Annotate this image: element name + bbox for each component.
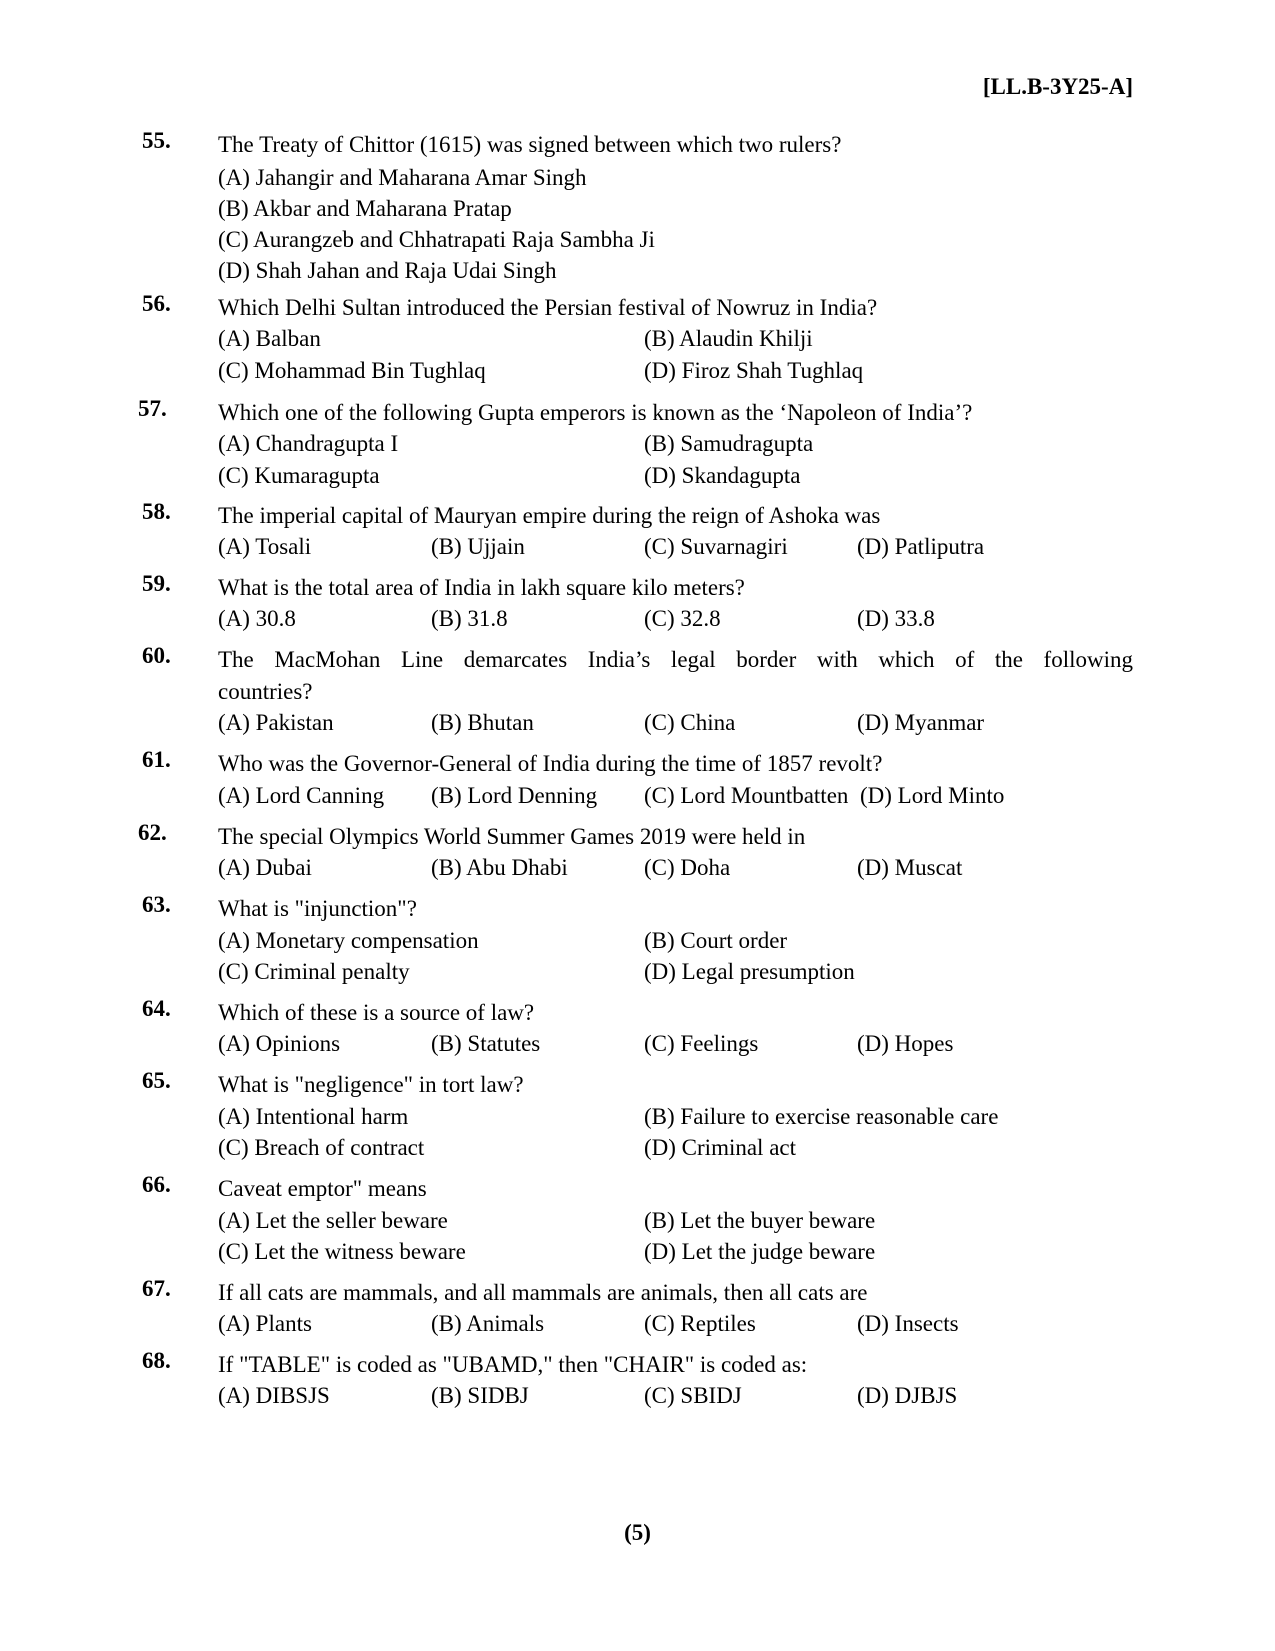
option-d: (D) Muscat (857, 855, 963, 880)
option-a: (A) 30.8 (218, 606, 296, 631)
option-b: (B) Ujjain (431, 534, 525, 559)
option-c: (C) Lord Mountbatten (644, 783, 849, 808)
option-a: (A) Plants (218, 1311, 312, 1336)
option-a: (A) Let the seller beware (218, 1208, 448, 1233)
option-c: (C) Aurangzeb and Chhatrapati Raja Sambha Ji (218, 227, 655, 252)
option-d: (D) Criminal act (644, 1135, 797, 1160)
question-text: What is the total area of India in lakh square kilo meters? (218, 575, 745, 600)
option-d: (D) Insects (857, 1311, 959, 1336)
question-text: Who was the Governor-General of India during the time of 1857 revolt? (218, 751, 883, 776)
option-d: (D) Let the judge beware (644, 1239, 876, 1264)
question-text: Caveat emptor" means (218, 1176, 427, 1201)
option-d: (D) Skandagupta (644, 463, 801, 488)
question-text: Which of these is a source of law? (218, 1000, 535, 1025)
question-text: Which one of the following Gupta emperors is known as the ‘Napoleon of India’? (218, 400, 973, 425)
option-b: (B) Lord Denning (431, 783, 598, 808)
option-a: (A) Pakistan (218, 710, 334, 735)
option-a: (A) Balban (218, 326, 321, 351)
option-d: (D) 33.8 (857, 606, 935, 631)
option-b: (B) Animals (431, 1311, 545, 1336)
option-b: (B) SIDBJ (431, 1383, 529, 1408)
option-d: (D) Lord Minto (860, 783, 1005, 808)
option-d: (D) Hopes (857, 1031, 954, 1056)
option-c: (C) Let the witness beware (218, 1239, 466, 1264)
question-number: 58. (142, 499, 171, 524)
question-text: What is "negligence" in tort law? (218, 1072, 524, 1097)
question-text: What is "injunction"? (218, 896, 417, 921)
option-a: (A) Jahangir and Maharana Amar Singh (218, 165, 587, 190)
option-b: (B) Let the buyer beware (644, 1208, 876, 1233)
option-d: (D) Firoz Shah Tughlaq (644, 358, 864, 383)
option-c: (C) Mohammad Bin Tughlaq (218, 358, 486, 383)
question-number: 67. (142, 1276, 171, 1301)
question-number: 65. (142, 1068, 171, 1093)
question-number: 55. (142, 128, 171, 153)
option-a: (A) Tosali (218, 534, 312, 559)
option-c: (C) Breach of contract (218, 1135, 425, 1160)
option-d: (D) DJBJS (857, 1383, 958, 1408)
option-c: (C) Feelings (644, 1031, 759, 1056)
option-d: (D) Legal presumption (644, 959, 855, 984)
option-c: (C) China (644, 710, 736, 735)
question-text: If "TABLE" is coded as "UBAMD," then "CHAIR" is coded as: (218, 1352, 808, 1377)
option-a: (A) Lord Canning (218, 783, 385, 808)
option-d: (D) Myanmar (857, 710, 985, 735)
question-number: 61. (142, 747, 171, 772)
question-number: 59. (142, 571, 171, 596)
option-a: (A) Intentional harm (218, 1104, 409, 1129)
option-b: (B) Failure to exercise reasonable care (644, 1104, 999, 1129)
option-a: (A) Opinions (218, 1031, 341, 1056)
question-number: 63. (142, 892, 171, 917)
option-a: (A) DIBSJS (218, 1383, 330, 1408)
option-b: (B) Bhutan (431, 710, 534, 735)
question-text: Which Delhi Sultan introduced the Persian festival of Nowruz in India? (218, 295, 878, 320)
option-d: (D) Shah Jahan and Raja Udai Singh (218, 258, 557, 283)
option-c: (C) 32.8 (644, 606, 721, 631)
question-number: 68. (142, 1348, 171, 1373)
exam-code: [LL.B-3Y25-A] (982, 74, 1133, 99)
question-number: 64. (142, 996, 171, 1021)
option-b: (B) Samudragupta (644, 431, 814, 456)
question-number: 60. (142, 643, 171, 668)
question-text: If all cats are mammals, and all mammals are animals, then all cats are (218, 1280, 868, 1305)
question-number: 66. (142, 1172, 171, 1197)
option-b: (B) Statutes (431, 1031, 541, 1056)
question-text-line2: countries? (218, 679, 313, 704)
option-b: (B) 31.8 (431, 606, 508, 631)
option-c: (C) Reptiles (644, 1311, 756, 1336)
option-c: (C) Suvarnagiri (644, 534, 788, 559)
option-d: (D) Patliputra (857, 534, 985, 559)
option-a: (A) Chandragupta I (218, 431, 399, 456)
question-text: The imperial capital of Mauryan empire during the reign of Ashoka was (218, 503, 881, 528)
option-a: (A) Monetary compensation (218, 928, 479, 953)
page-number: (5) (624, 1520, 651, 1545)
option-b: (B) Alaudin Khilji (644, 326, 813, 351)
option-a: (A) Dubai (218, 855, 312, 880)
option-c: (C) Criminal penalty (218, 959, 410, 984)
question-text: The special Olympics World Summer Games 2019 were held in (218, 824, 806, 849)
option-b: (B) Akbar and Maharana Pratap (218, 196, 512, 221)
option-c: (C) Kumaragupta (218, 463, 380, 488)
question-number: 56. (142, 291, 171, 316)
question-text: The Treaty of Chittor (1615) was signed between which two rulers? (218, 132, 842, 157)
option-b: (B) Court order (644, 928, 788, 953)
question-number: 62. (138, 820, 167, 845)
option-c: (C) SBIDJ (644, 1383, 742, 1408)
question-number: 57. (138, 396, 167, 421)
option-c: (C) Doha (644, 855, 731, 880)
option-b: (B) Abu Dhabi (431, 855, 568, 880)
question-text-line1: The MacMohan Line demarcates India’s legal border with which of the following (218, 647, 1133, 672)
